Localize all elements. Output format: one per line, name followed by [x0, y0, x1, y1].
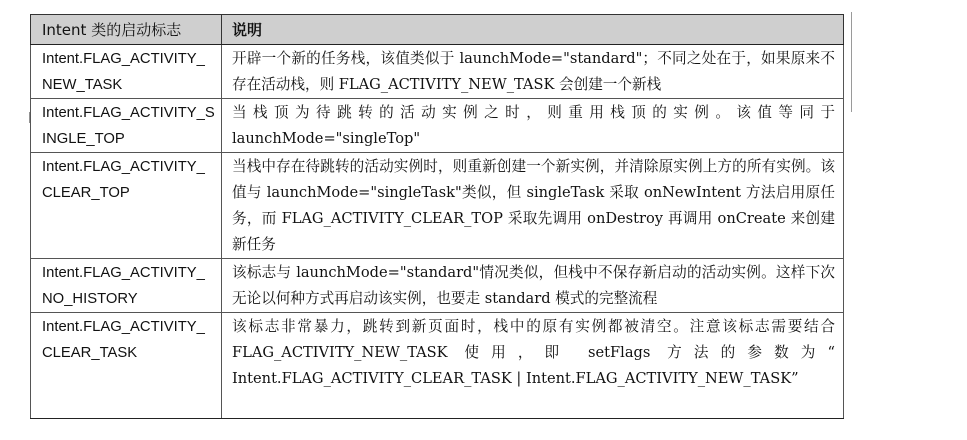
- table-row: [31, 313, 844, 419]
- table-header-row: [31, 15, 844, 45]
- flag-description: 该标志与 launchMode="standard"情况类似，但栈中不保存新启动的活动实例。这样下次无论以何种方式再启动该实例，也要走 standard 模式的完整流程: [222, 259, 844, 313]
- table-row: [31, 99, 844, 153]
- flag-name: Intent.FLAG_ACTIVITY_NEW_TASK: [31, 45, 222, 99]
- table-row: [31, 153, 844, 259]
- flag-description: 当栈中存在待跳转的活动实例时，则重新创建一个新实例，并清除原实例上方的所有实例。该值与 launchMode="singleTask"类似，但 singleTask 采取 onNewIntent 方法启用原任务，而 FLAG_ACTIVITY_CLEAR_TOP 采取先调用 onDestroy 再调用 onCreate 来创建新任务: [222, 153, 844, 259]
- flag-description: 该标志非常暴力，跳转到新页面时，栈中的原有实例都被清空。注意该标志需要结合 FLAG_ACTIVITY_NEW_TASK 使用，即 setFlags 方法的参数为“ Intent.FLAG_ACTIVITY_CLEAR_TASK | Intent.FLAG_ACTIVITY_NEW_TASK”: [222, 313, 844, 419]
- margin-rule: [851, 12, 852, 112]
- flag-name: Intent.FLAG_ACTIVITY_NO_HISTORY: [31, 259, 222, 313]
- table-row: [31, 259, 844, 313]
- text-cursor-icon: I: [28, 109, 33, 127]
- header-flag: Intent 类的启动标志: [31, 15, 222, 45]
- table-row: [31, 45, 844, 99]
- flag-description: 开辟一个新的任务栈，该值类似于 launchMode="standard"；不同之处在于，如果原来不存在活动栈，则 FLAG_ACTIVITY_NEW_TASK 会创建一个新栈: [222, 45, 844, 99]
- flag-name: Intent.FLAG_ACTIVITY_CLEAR_TOP: [31, 153, 222, 259]
- intent-flags-table: [30, 14, 844, 419]
- flag-name: Intent.FLAG_ACTIVITY_CLEAR_TASK: [31, 313, 222, 419]
- flag-description: 当栈顶为待跳转的活动实例之时，则重用栈顶的实例。该值等同于 launchMode="singleTop": [222, 99, 844, 153]
- flag-name: Intent.FLAG_ACTIVITY_SINGLE_TOP: [31, 99, 222, 153]
- header-description: 说明: [222, 15, 844, 45]
